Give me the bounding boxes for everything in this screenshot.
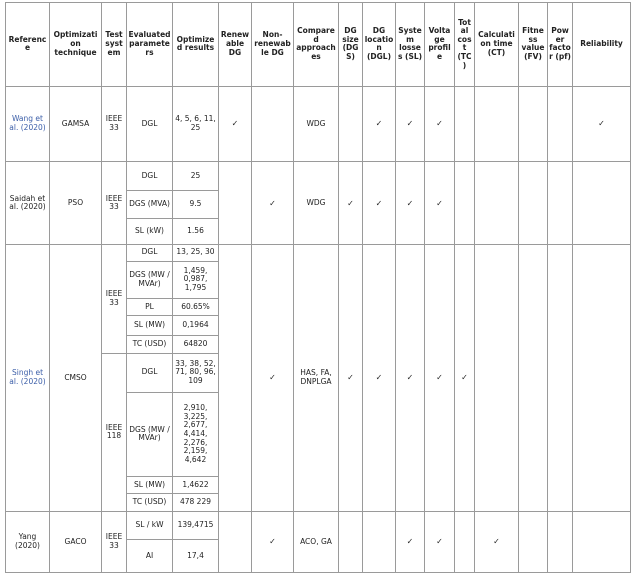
empty-cell [573, 245, 631, 512]
test-system-cell: IEEE 33 [102, 245, 127, 354]
empty-cell [339, 86, 363, 162]
parameter-cell: SL / kW [127, 511, 173, 539]
empty-cell [475, 162, 519, 245]
empty-cell [219, 511, 252, 572]
result-cell: 1,4622 [173, 476, 219, 494]
empty-cell [519, 86, 548, 162]
empty-cell [573, 511, 631, 572]
result-cell: 0,1964 [173, 316, 219, 336]
compared-cell: WDG [294, 86, 339, 162]
result-cell: 1,459, 0,987, 1,795 [173, 261, 219, 298]
check-mark: ✓ [252, 162, 294, 245]
reference-cell: Wang et al. (2020) [6, 86, 50, 162]
empty-cell [475, 86, 519, 162]
check-mark: ✓ [425, 511, 455, 572]
parameter-cell: DGS (MW / MVAr) [127, 392, 173, 476]
check-mark: ✓ [363, 245, 396, 512]
compared-cell: HAS, FA, DNPLGA [294, 245, 339, 512]
empty-cell [548, 162, 573, 245]
result-cell: 60.65% [173, 298, 219, 316]
parameter-cell: DGL [127, 162, 173, 191]
check-mark: ✓ [425, 162, 455, 245]
result-cell: 478 229 [173, 494, 219, 512]
parameter-cell: PL [127, 298, 173, 316]
empty-cell [548, 511, 573, 572]
header-reference: Reference [6, 3, 50, 87]
result-cell: 9.5 [173, 191, 219, 219]
parameter-cell: DGS (MW / MVAr) [127, 261, 173, 298]
empty-cell [519, 162, 548, 245]
compared-cell: WDG [294, 162, 339, 245]
empty-cell [455, 511, 475, 572]
parameter-cell: TC (USD) [127, 494, 173, 512]
header-test-system: Test system [102, 3, 127, 87]
parameter-cell: AI [127, 539, 173, 572]
header-voltage-profile: Voltage profile [425, 3, 455, 87]
technique-cell: PSO [50, 162, 102, 245]
empty-cell [252, 86, 294, 162]
parameter-cell: SL (kW) [127, 219, 173, 245]
header-reliability: Reliability [573, 3, 631, 87]
reference-cell: Yang (2020) [6, 511, 50, 572]
empty-cell [219, 245, 252, 512]
parameter-cell: DGL [127, 245, 173, 262]
result-cell: 64820 [173, 336, 219, 354]
reference-cell: Saidah et al. (2020) [6, 162, 50, 245]
compared-cell: ACO, GA [294, 511, 339, 572]
check-mark: ✓ [396, 511, 425, 572]
check-mark: ✓ [252, 511, 294, 572]
result-cell: 33, 38, 52, 71, 80, 96, 109 [173, 353, 219, 392]
check-mark: ✓ [339, 162, 363, 245]
technique-cell: GACO [50, 511, 102, 572]
empty-cell [573, 162, 631, 245]
header-total-cost: Total cost (TC) [455, 3, 475, 87]
parameter-cell: SL (MW) [127, 316, 173, 336]
empty-cell [475, 245, 519, 512]
parameter-cell: DGS (MVA) [127, 191, 173, 219]
check-mark: ✓ [252, 245, 294, 512]
header-renewable: Renewable DG [219, 3, 252, 87]
check-mark: ✓ [396, 86, 425, 162]
comparison-table [5, 2, 631, 573]
header-optimized: Optimized results [173, 3, 219, 87]
header-fitness-value: Fitness value (FV) [519, 3, 548, 87]
header-system-losses: System losses (SL) [396, 3, 425, 87]
header-compared: Compared approaches [294, 3, 339, 87]
empty-cell [455, 162, 475, 245]
header-calculation-time: Calculation time (CT) [475, 3, 519, 87]
result-cell: 17,4 [173, 539, 219, 572]
header-dg-location: DG location (DGL) [363, 3, 396, 87]
header-row [6, 3, 631, 87]
empty-cell [548, 86, 573, 162]
reference-cell: Singh et al. (2020) [6, 245, 50, 512]
parameter-cell: TC (USD) [127, 336, 173, 354]
test-system-cell: IEEE 118 [102, 353, 127, 511]
header-power-factor: Power factor (pf) [548, 3, 573, 87]
result-cell: 1.56 [173, 219, 219, 245]
empty-cell [455, 86, 475, 162]
check-mark: ✓ [573, 86, 631, 162]
check-mark: ✓ [425, 245, 455, 512]
check-mark: ✓ [396, 162, 425, 245]
empty-cell [339, 511, 363, 572]
check-mark: ✓ [475, 511, 519, 572]
table-row [6, 511, 631, 539]
result-cell: 139,4715 [173, 511, 219, 539]
check-mark: ✓ [455, 245, 475, 512]
empty-cell [548, 245, 573, 512]
table-row [6, 245, 631, 262]
empty-cell [219, 162, 252, 245]
empty-cell [363, 511, 396, 572]
check-mark: ✓ [339, 245, 363, 512]
parameter-cell: DGL [127, 86, 173, 162]
check-mark: ✓ [363, 162, 396, 245]
result-cell: 13, 25, 30 [173, 245, 219, 262]
table-row [6, 86, 631, 162]
header-nonrenewable: Non-renewable DG [252, 3, 294, 87]
check-mark: ✓ [219, 86, 252, 162]
parameter-cell: DGL [127, 353, 173, 392]
parameter-cell: SL (MW) [127, 476, 173, 494]
technique-cell: CMSO [50, 245, 102, 512]
header-dg-size: DG size (DGS) [339, 3, 363, 87]
table-row [6, 162, 631, 191]
test-system-cell: IEEE 33 [102, 162, 127, 245]
header-optimization: Optimization technique [50, 3, 102, 87]
check-mark: ✓ [425, 86, 455, 162]
result-cell: 25 [173, 162, 219, 191]
check-mark: ✓ [396, 245, 425, 512]
result-cell: 2,910, 3,225, 2,677, 4,414, 2,276, 2,159, 4,642 [173, 392, 219, 476]
empty-cell [519, 245, 548, 512]
test-system-cell: IEEE 33 [102, 86, 127, 162]
header-evaluated: Evaluated parameters [127, 3, 173, 87]
test-system-cell: IEEE 33 [102, 511, 127, 572]
check-mark: ✓ [363, 86, 396, 162]
technique-cell: GAMSA [50, 86, 102, 162]
empty-cell [519, 511, 548, 572]
result-cell: 4, 5, 6, 11, 25 [173, 86, 219, 162]
